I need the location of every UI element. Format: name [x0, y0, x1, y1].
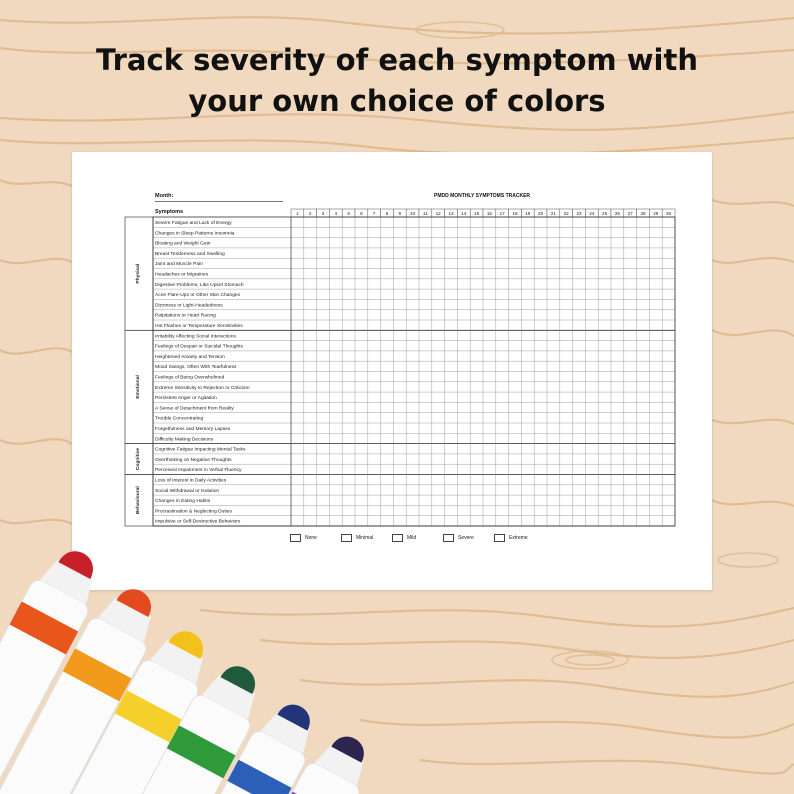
symptom-label: Procrastination & Neglecting Duties	[155, 509, 232, 515]
day-header-label: 30	[666, 211, 672, 216]
day-header-label: 12	[435, 211, 441, 216]
symptom-label: Social Withdrawal or Isolation	[155, 488, 220, 494]
day-header-label: 4	[334, 211, 338, 216]
day-header-label: 2	[308, 211, 312, 216]
day-header-label: 15	[474, 211, 480, 216]
symptom-label: Heightened Anxiety and Tension	[155, 354, 225, 360]
legend-label-mild: Mild	[407, 535, 417, 541]
symptom-label: Feelings of Despair or Suicidal Thoughts	[155, 344, 243, 350]
symptom-label: Headaches or Migraines	[155, 272, 209, 278]
symptom-label: Changes in Eating Habits	[155, 499, 211, 505]
category-label: Physical	[136, 263, 141, 284]
category-label: Behavioural	[136, 486, 141, 515]
day-header-label: 26	[614, 211, 620, 216]
symptom-label: Loss of Interest in Daily Activities	[155, 478, 227, 484]
day-header-label: 21	[550, 211, 556, 216]
legend-label-extreme: Extreme	[509, 535, 528, 541]
day-header-label: 20	[538, 211, 544, 216]
day-header-label: 14	[461, 211, 467, 216]
day-header-label: 27	[627, 211, 633, 216]
symptom-label: Difficulty Making Decisions	[155, 437, 214, 443]
symptom-label: Impulsive or Self-Destructive Behaviors	[155, 519, 241, 525]
headline-line-1: Track severity of each symptom with	[96, 43, 698, 77]
day-header-label: 16	[486, 211, 492, 216]
symptom-label: Hot Flashes or Temperature Sensitivities	[155, 324, 243, 329]
symptom-label: A Sense of Detachment from Reality	[155, 406, 234, 412]
symptom-label: Perceived Impairment in Verbal Fluency	[155, 468, 242, 474]
symptom-label: Joint and Muscle Pain	[155, 262, 203, 268]
day-header-label: 5	[347, 211, 350, 216]
symptom-label: Acne Flare-Ups or Other Skin Changes	[155, 293, 241, 299]
tracker-title: PMDD MONTHLY SYMPTOMS TRACKER	[433, 193, 531, 199]
day-header-label: 1	[296, 211, 299, 216]
legend-label-none: None	[305, 535, 317, 541]
day-header-label: 25	[602, 211, 608, 216]
day-header-label: 23	[576, 211, 582, 216]
day-header-label: 22	[563, 211, 569, 216]
day-header-label: 13	[448, 211, 454, 216]
day-header-label: 24	[589, 211, 595, 216]
symptom-label: Forgetfulness and Memory Lapses	[155, 427, 231, 432]
category-label: Emotional	[136, 375, 141, 399]
legend-label-severe: Severe	[458, 535, 474, 541]
symptom-label: Severe Fatigue and Lack of Energy	[155, 221, 232, 226]
symptom-label: Mood Swings, Often With Tearfulness	[155, 365, 237, 371]
legend-label-minimal: Minimal	[356, 535, 374, 541]
symptom-label: Dizziness or Light-Headedness	[155, 303, 223, 309]
symptom-label: Irritability Affecting Social Interactions	[155, 334, 236, 340]
symptom-label: Bloating and Weight Gain	[155, 241, 211, 247]
symptom-label: Cognitive Fatigue Impacting Mental Tasks	[155, 447, 246, 453]
day-header-label: 8	[385, 211, 389, 216]
day-header-label: 18	[512, 211, 518, 216]
symptoms-header: Symptoms	[155, 209, 184, 215]
day-header-label: 9	[398, 211, 402, 216]
day-header-label: 11	[423, 211, 428, 216]
day-header-label: 17	[499, 211, 505, 216]
symptom-label: Digestive Problems, Like Upset Stomach	[155, 282, 244, 288]
symptom-label: Trouble Concentrating	[155, 416, 204, 422]
day-header-label: 28	[640, 211, 646, 216]
symptom-label: Changes in Sleep Patterns Insomnia	[155, 231, 235, 237]
month-label: Month:	[155, 193, 174, 199]
symptom-label: Palpitations or Heart Racing	[155, 313, 216, 319]
day-header-label: 7	[372, 211, 376, 216]
day-header-label: 3	[321, 211, 325, 216]
day-header-label: 6	[360, 211, 363, 216]
symptom-label: Breast Tenderness and Swelling	[155, 251, 225, 257]
symptom-label: Persistent Anger or Agitation	[155, 396, 217, 402]
symptom-label: Overthinking on Negative Thoughts	[155, 457, 232, 463]
headline-line-2: your own choice of colors	[188, 84, 606, 118]
category-label: Cognitive	[136, 447, 141, 471]
symptom-label: Feelings of Being Overwhelmed	[155, 375, 225, 381]
day-header-label: 10	[410, 211, 416, 216]
symptom-label: Extreme Sensitivity to Rejection or Criticism	[155, 385, 250, 391]
day-header-label: 29	[653, 211, 659, 216]
day-header-label: 19	[525, 211, 531, 216]
